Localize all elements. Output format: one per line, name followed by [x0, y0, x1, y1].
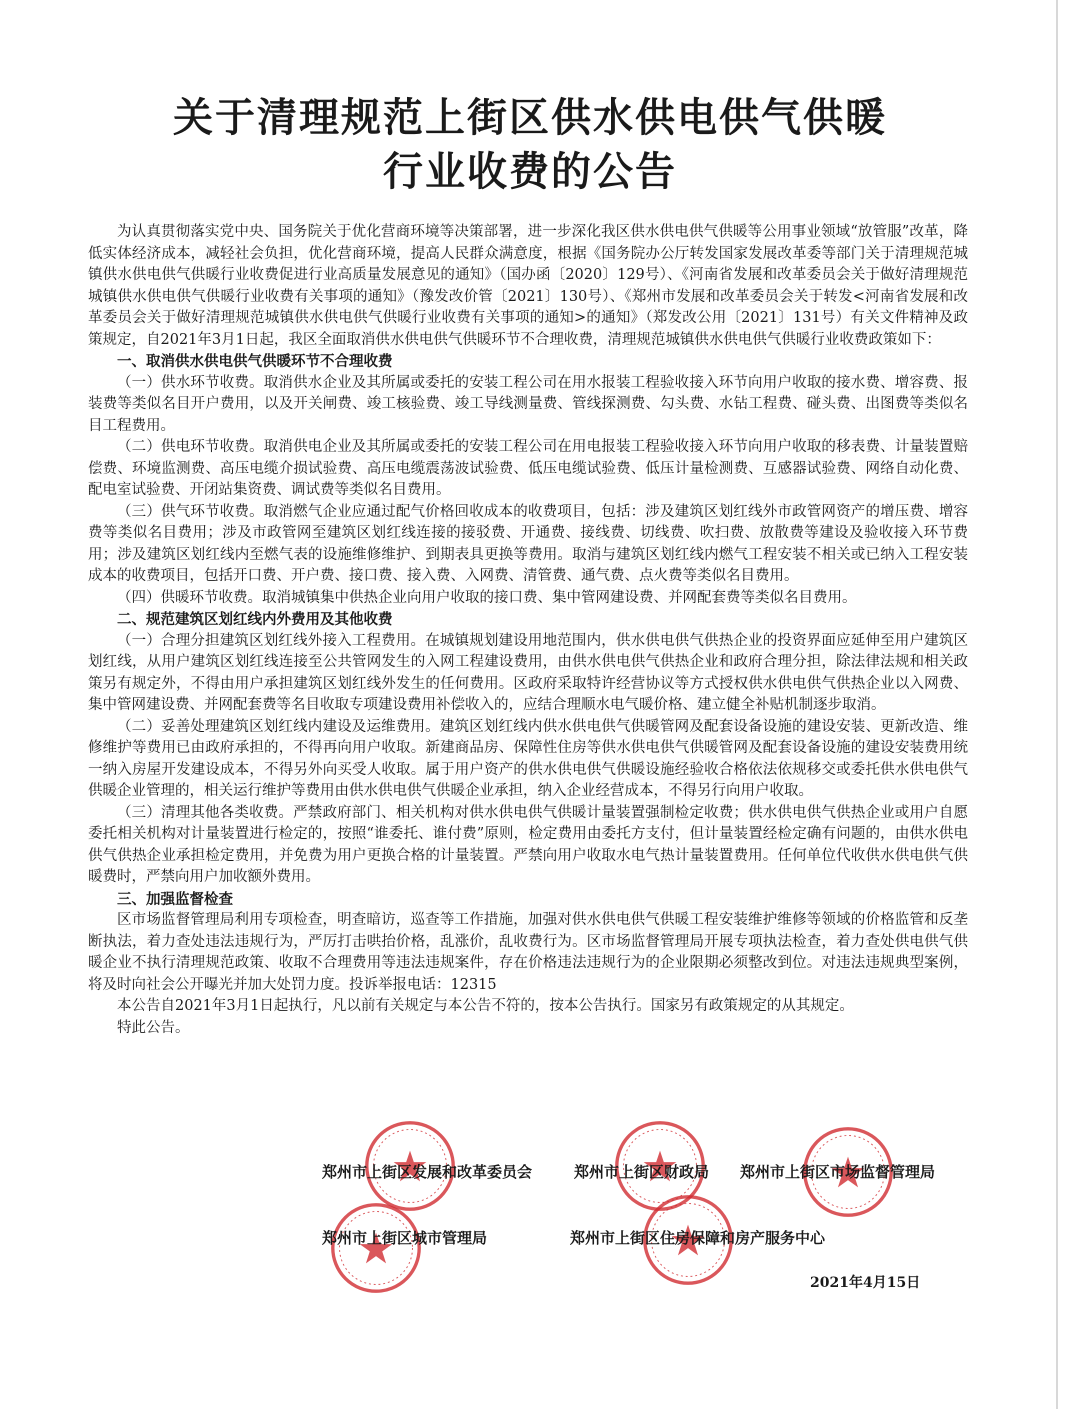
issuer-market-supervision: 郑州市上街区市场监督管理局	[740, 1163, 936, 1181]
issuer-development-reform: 郑州市上街区发展和改革委员会	[322, 1163, 533, 1181]
paragraph-electric: （二）供电环节收费。取消供电企业及其所属或委托的安装工程公司在用电报装工程验收接入环节向用户收取的移表费、计量装置赔偿费、环境监测费、高压电缆介损试验费、高压电缆震荡波试验费、低压电缆试验费、低压计量检测费、互感器试验费、网络自动化费、配电室试验费、开闭站集资费、调试费等类似名目费用。	[88, 439, 968, 498]
document-title-line-1: 关于清理规范上街区供水供电供气供暖	[173, 94, 887, 141]
paragraph-supervision: 区市场监督管理局利用专项检查，明查暗访，巡查等工作措施，加强对供水供电供气供暖工程安装维护维修等领域的价格监管和反垄断执法，着力查处违法违规行为，严厉打击哄抬价格，乱涨价，乱收费行为。区市场监督管理局开展专项执法检查，着力查处供电供气供暖企业不执行清理规范政策、收取不合理费用等违法违规案件，存在价格违法违规行为的企业限期必须整改到位。对违法违规典型案例，将及时向社会公开曝光并加大处罚力度。投诉举报电话：12315	[88, 912, 968, 993]
paragraph-redline-outside: （一）合理分担建筑区划红线外接入工程费用。在城镇规划建设用地范围内，供水供电供气供热企业的投资界面应延伸至用户建筑区划红线，从用户建筑区划红线连接至公共管网发生的入网工程建设费用，由供水供电供气供热企业和政府合理分担，除法律法规和相关政策另有规定外，不得由用户承担建筑区划红线外发生的任何费用。区政府采取特许经营协议等方式授权供水供电供气供热企业以入网费、集中管网建设费、并网配套费等名目收取专项建设费用补偿收入的，应结合理顺水电气暖价格、建立健全补贴机制逐步取消。	[88, 632, 968, 713]
paragraph-effective: 本公告自2021年3月1日起执行，凡以前有关规定与本公告不符的，按本公告执行。国家另有政策规定的从其规定。	[117, 998, 854, 1014]
paragraph-redline-inside: （二）妥善处理建筑区划红线内建设及运维费用。建筑区划红线内供水供电供气供暖管网及配套设备设施的建设安装、更新改造、维修维护等费用已由政府承担的，不得再向用户收取。新建商品房、保障性住房等供水供电供气供暖管网及配套设备设施的建设安装费用统一纳入房屋开发建设成本，不得另外向买受人收取。属于用户资产的供水供电供气供暖设施经验收合格依法依规移交或委托供水供电供气供暖企业管理的，相关运行维护等费用由供水供电供气供暖企业承担，纳入企业经营成本，不得另行向用户收取。	[88, 718, 968, 799]
section-heading-1: 一、取消供水供电供气供暖环节不合理收费	[117, 353, 393, 370]
official-seal-icon	[328, 1200, 424, 1296]
issuer-finance-bureau: 郑州市上街区财政局	[574, 1163, 710, 1181]
section-heading-2: 二、规范建筑区划红线内外费用及其他收费	[117, 611, 393, 628]
document-title-line-2: 行业收费的公告	[383, 148, 677, 195]
section-heading-3: 三、加强监督检查	[117, 890, 233, 908]
paragraph-other-fees: （三）清理其他各类收费。严禁政府部门、相关机构对供水供电供气供暖计量装置强制检定收费；供水供电供气供热企业或用户自愿委托相关机构对计量装置进行检定的，按照“谁委托、谁付费”原则，检定费用由委托方支付，但计量装置经检定确有问题的，由供水供电供气供热企业承担检定费用，并免费为用户更换合格的计量装置。严禁向用户收取水电气热计量装置费用。任何单位代收供水供电供气供暖费时，严禁向用户加收额外费用。	[88, 804, 968, 885]
issuer-urban-management: 郑州市上街区城市管理局	[322, 1229, 488, 1247]
paragraph-gas: （三）供气环节收费。取消燃气企业应通过配气价格回收成本的收费项目，包括：涉及建筑区划红线外市政管网资产的增压费、增容费等类似名目费用；涉及市政管网至建筑区划红线连接的接驳费、开通费、接线费、切线费、吹扫费、放散费等建设及验收接入环节费用；涉及建筑区划红线内至燃气表的设施维修维护、到期表具更换等费用。取消与建筑区划红线内燃气工程安装不相关或已纳入工程安装成本的收费项目，包括开口费、开户费、接口费、接入费、入网费、清管费、通气费、点火费等类似名目费用。	[88, 503, 968, 584]
issue-date: 2021年4月15日	[810, 1275, 921, 1291]
issuer-housing-center: 郑州市上街区住房保障和房产服务中心	[570, 1229, 826, 1247]
paragraph-heating: （四）供暖环节收费。取消城镇集中供热企业向用户收取的接口费、集中管网建设费、并网配套费等类似名目费用。	[117, 589, 857, 606]
paragraph-closing: 特此公告。	[117, 1019, 190, 1036]
intro-paragraph: 为认真贯彻落实党中央、国务院关于优化营商环境等决策部署，进一步深化我区供水供电供气供暖等公用事业领域“放管服”改革，降低实体经济成本，减轻社会负担，优化营商环境，提高人民群众满意度，根据《国务院办公厅转发国家发展改革委等部门关于清理规范城镇供水供电供气供暖行业收费促进行业高质量发展意见的通知》（国办函〔2020〕129号）、《河南省发展和改革委员会关于做好清理规范城镇供水供电供气供暖行业收费有关事项的通知》（豫发改价管〔2021〕130号）、《郑州市发展和改革委员会关于转发<河南省发展和改革委员会关于做好清理规范城镇供水供电供气供暖行业收费有关事项的通知>的通知》（郑发改公用〔2021〕131号）有关文件精神及政策规定，自2021年3月1日起，我区全面取消供水供电供气供暖环节不合理收费，清理规范城镇供水供电供气供暖行业收费政策如下：	[88, 224, 968, 348]
paragraph-water: （一）供水环节收费。取消供水企业及其所属或委托的安装工程公司在用水报装工程验收接入环节向用户收取的接水费、增容费、报装费等类似名目开户费用，以及开关闸费、竣工核验费、竣工导线测量费、管线探测费、勾头费、水钻工程费、碰头费、出图费等类似名目工程费用。	[88, 374, 968, 434]
